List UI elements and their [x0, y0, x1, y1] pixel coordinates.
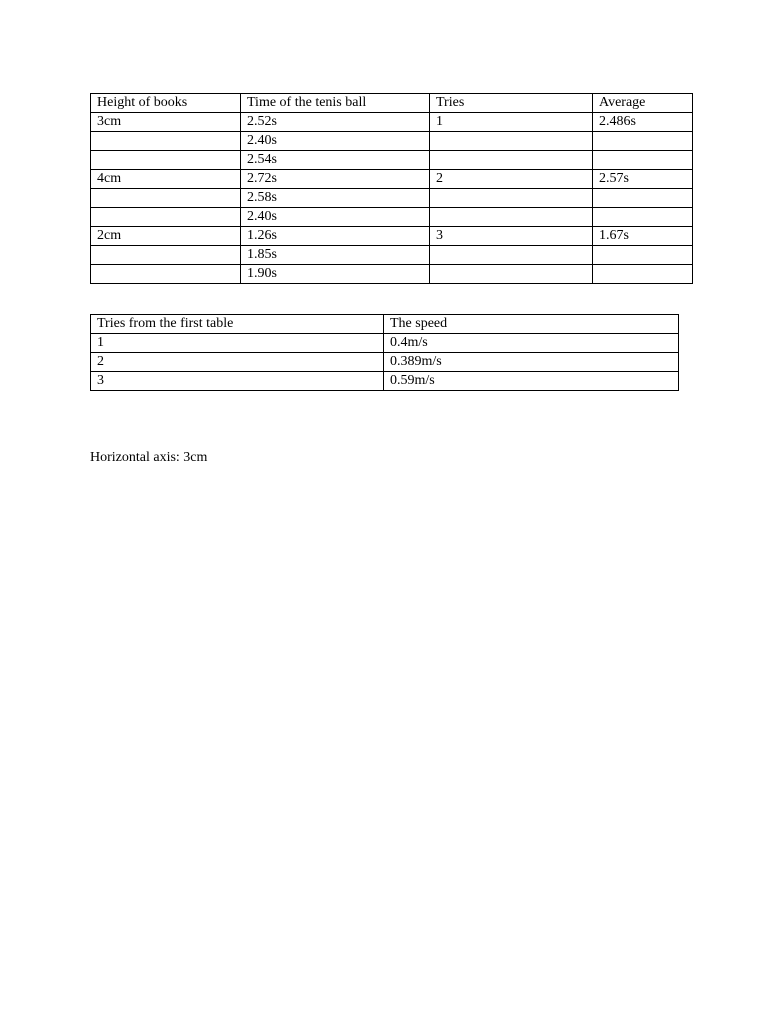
speed-table-body: [91, 315, 679, 391]
table-cell: 2.72s: [241, 170, 430, 189]
table-row: [91, 353, 679, 372]
table-cell: [91, 151, 241, 170]
table-row: [91, 372, 679, 391]
table-cell: [593, 189, 693, 208]
table-row: [91, 334, 679, 353]
table-cell: [593, 132, 693, 151]
table-cell: 2: [430, 170, 593, 189]
table-row: [91, 189, 693, 208]
header-cell: Time of the tenis ball: [241, 94, 430, 113]
table-row: [91, 265, 693, 284]
results-table-body: [91, 94, 693, 284]
table-cell: 1.85s: [241, 246, 430, 265]
table-cell: [91, 132, 241, 151]
table-cell: 1: [430, 113, 593, 132]
table-cell: [91, 189, 241, 208]
table-cell: [430, 246, 593, 265]
table-cell: 2.486s: [593, 113, 693, 132]
table-cell: 3: [430, 227, 593, 246]
table-cell: 2.58s: [241, 189, 430, 208]
table-row: [91, 151, 693, 170]
table-cell: [593, 151, 693, 170]
table-cell: 1: [91, 334, 384, 353]
header-cell: Tries: [430, 94, 593, 113]
table-cell: 2.40s: [241, 132, 430, 151]
table-cell: 2.52s: [241, 113, 430, 132]
table-cell: [593, 208, 693, 227]
table-cell: [91, 246, 241, 265]
speed-table: [90, 314, 679, 391]
header-cell: Tries from the first table: [91, 315, 384, 334]
table-cell: [91, 265, 241, 284]
results-table: [90, 93, 693, 284]
table-cell: 3: [91, 372, 384, 391]
table-cell: 4cm: [91, 170, 241, 189]
table-row: [91, 227, 693, 246]
table-cell: [593, 246, 693, 265]
header-row: [91, 94, 693, 113]
table-cell: 0.59m/s: [384, 372, 679, 391]
table-cell: 2.54s: [241, 151, 430, 170]
horizontal-axis-note: Horizontal axis: 3cm: [90, 450, 208, 465]
table-cell: 1.26s: [241, 227, 430, 246]
table-cell: 1.67s: [593, 227, 693, 246]
table-cell: 0.389m/s: [384, 353, 679, 372]
table-row: [91, 246, 693, 265]
table-cell: [430, 132, 593, 151]
table-cell: [430, 265, 593, 284]
table-cell: [430, 208, 593, 227]
table-cell: 0.4m/s: [384, 334, 679, 353]
table-cell: 1.90s: [241, 265, 430, 284]
table-row: [91, 113, 693, 132]
table-cell: 2.57s: [593, 170, 693, 189]
header-cell: Height of books: [91, 94, 241, 113]
header-cell: Average: [593, 94, 693, 113]
table-row: [91, 132, 693, 151]
table-row: [91, 208, 693, 227]
table-cell: 2.40s: [241, 208, 430, 227]
table-cell: [430, 151, 593, 170]
header-cell: The speed: [384, 315, 679, 334]
table-cell: [430, 189, 593, 208]
table-cell: [593, 265, 693, 284]
table-row: [91, 170, 693, 189]
header-row: [91, 315, 679, 334]
table-cell: 2cm: [91, 227, 241, 246]
table-cell: 3cm: [91, 113, 241, 132]
table-cell: 2: [91, 353, 384, 372]
table-cell: [91, 208, 241, 227]
